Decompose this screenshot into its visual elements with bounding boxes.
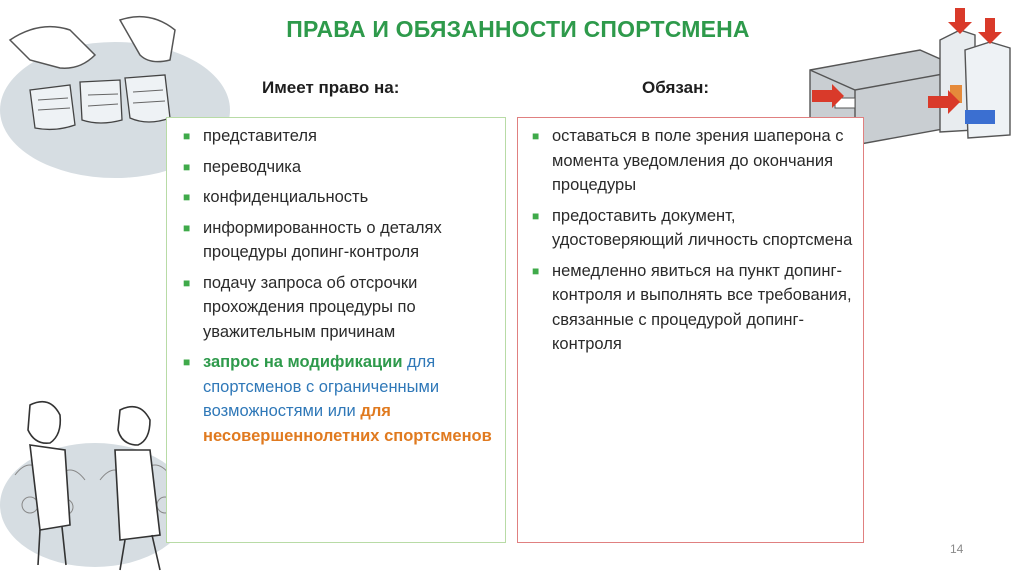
slide-title: ПРАВА И ОБЯЗАННОСТИ СПОРТСМЕНА (286, 16, 750, 42)
rights-panel (166, 117, 506, 543)
rights-heading: Имеет право на: (262, 78, 400, 97)
list-item-modification (179, 350, 495, 448)
list-item: ■ представителя (179, 124, 495, 149)
list-item: ■ подачу запроса об отсрочки прохождения процедуры по уважительным причинам (179, 271, 495, 345)
bullet-icon: ■ (183, 190, 191, 204)
list-item: ■ переводчика (179, 155, 495, 180)
bullet-icon: ■ (532, 208, 540, 223)
officer-and-athlete-illustration (0, 395, 190, 574)
bullet-icon: ■ (183, 159, 191, 174)
modification-request-text: запрос на модификации (203, 353, 403, 371)
duties-list (518, 118, 863, 357)
or-text: или (323, 402, 361, 420)
rights-list (167, 118, 505, 448)
list-item: ■ оставаться в поле зрения шаперона с момента уведомления до окончания процедуры (528, 124, 853, 198)
minors-text: для несовершеннолетних спортсменов (203, 402, 492, 445)
bullet-icon: ■ (183, 220, 191, 235)
list-item: ■ конфиденциальность (179, 185, 495, 210)
duties-panel (517, 117, 864, 543)
bullet-icon: ■ (532, 129, 540, 143)
list-item: ■ предоставить документ, удостоверяющий личность спортсмена (528, 204, 853, 253)
bullet-icon: ■ (183, 355, 191, 369)
list-item: ■ немедленно явиться на пункт допинг-контроля и выполнять все требования, связанные с процедурой допинг-контроля (528, 259, 853, 357)
duties-heading: Обязан: (642, 78, 710, 97)
bullet-icon: ■ (532, 263, 540, 278)
limited-abilities-text: для спортсменов с ограниченными возможностями (203, 353, 440, 420)
page-number: 14 (950, 542, 964, 556)
bullet-icon: ■ (183, 275, 191, 290)
bullet-icon: ■ (183, 129, 191, 143)
list-item: ■ информированность о деталях процедуры допинг-контроля (179, 216, 495, 265)
